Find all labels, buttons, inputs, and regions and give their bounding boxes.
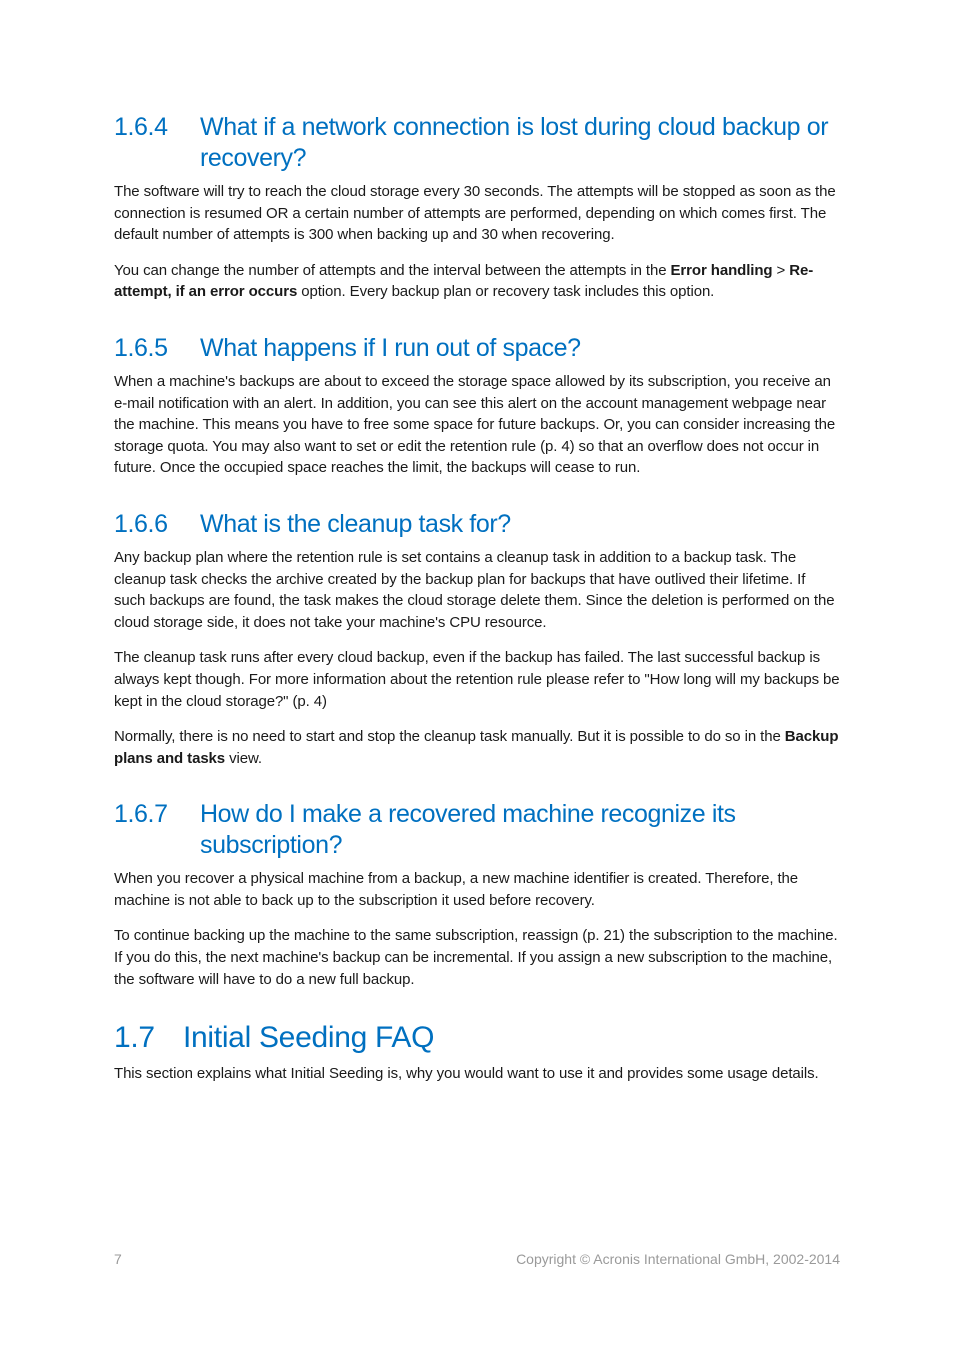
paragraph: This section explains what Initial Seeding is, why you would want to use it and provides some usage details. — [114, 1065, 819, 1083]
section-heading — [114, 333, 840, 364]
section-1-6-4 — [114, 112, 840, 303]
text-run: view. — [225, 749, 262, 767]
section-heading — [114, 799, 840, 861]
section-heading — [114, 509, 840, 540]
ui-term: Error handling — [670, 261, 773, 279]
section-heading — [114, 112, 840, 174]
section-1-6-6 — [114, 509, 840, 769]
section-number: 1.7 — [114, 1021, 155, 1055]
section-number: 1.6.4 — [114, 113, 168, 141]
section-title: What happens if I run out of space? — [200, 333, 581, 362]
document-body — [114, 112, 840, 1085]
ui-term: Re-attempt, if an error occurs — [114, 261, 814, 301]
section-title: How do I make a recovered machine recognize its subscription? — [200, 800, 736, 860]
chapter-heading — [114, 1020, 840, 1056]
section-1-6-7 — [114, 799, 840, 990]
section-title: Initial Seeding FAQ — [183, 1021, 435, 1055]
text-run: Normally, there is no need to start and stop the cleanup task manually. But it is possible to do so in the — [114, 728, 785, 746]
copyright-notice: Copyright © Acronis International GmbH, 2002-2014 — [516, 1251, 840, 1267]
section-number: 1.6.5 — [114, 333, 168, 362]
section-number: 1.6.7 — [114, 800, 168, 829]
paragraph: The software will try to reach the cloud storage every 30 seconds. The attempts will be stopped as soon as the connection is resumed OR a certain number of attempts are performed, depending on which comes first. The default number of attempts is 300 when backing up and 30 when recovering. — [114, 183, 836, 244]
page-number: 7 — [114, 1251, 122, 1267]
section-number: 1.6.6 — [114, 509, 168, 538]
paragraph: When a machine's backups are about to exceed the storage space allowed by its subscription, you receive an e-mail notification with an alert. In addition, you can see this alert on the account management webpage near the machine. This means you have to free some space for future backups. Or, you can consider increasing the storage quota. You may also want to set or edit the retention rule (p. 4) so that an overflow does not occur in future. Once the occupied space reaches the limit, the backups will cease to run. — [114, 372, 836, 477]
paragraph: When you recover a physical machine from a backup, a new machine identifier is created. Therefore, the machine is not able to back up to the subscription it used before recovery. — [114, 870, 799, 909]
paragraph: Any backup plan where the retention rule is set contains a cleanup task in addition to a backup task. The cleanup task checks the archive created by the backup plan for backups that have outlived their lifetime. If such backups are found, the task makes the cloud storage delete them. Since the deletion is performed on the cloud storage side, it does not take your machine's CPU resource. — [114, 548, 835, 631]
section-title: What is the cleanup task for? — [200, 509, 511, 538]
section-title: What if a network connection is lost during cloud backup or recovery? — [200, 113, 829, 172]
paragraph — [114, 726, 840, 769]
section-1-6-5 — [114, 333, 840, 479]
paragraph — [114, 260, 840, 303]
paragraph: To continue backing up the machine to the same subscription, reassign (p. 21) the subscription to the machine. If you do this, the next machine's backup can be incremental. If you assign a new subscription to the machine, the software will have to do a new full backup. — [114, 927, 838, 988]
text-run: option. Every backup plan or recovery task includes this option. — [297, 283, 715, 301]
text-run: > — [772, 261, 790, 279]
text-run: You can change the number of attempts and the interval between the attempts in the — [114, 261, 671, 279]
ui-term: Backup plans and tasks — [114, 728, 839, 767]
paragraph: The cleanup task runs after every cloud backup, even if the backup has failed. The last successful backup is always kept though. For more information about the retention rule please refer to "How long will my backups be kept in the cloud storage?" (p. 4) — [114, 649, 840, 710]
page-footer — [114, 1251, 840, 1267]
section-1-7 — [114, 1020, 840, 1085]
